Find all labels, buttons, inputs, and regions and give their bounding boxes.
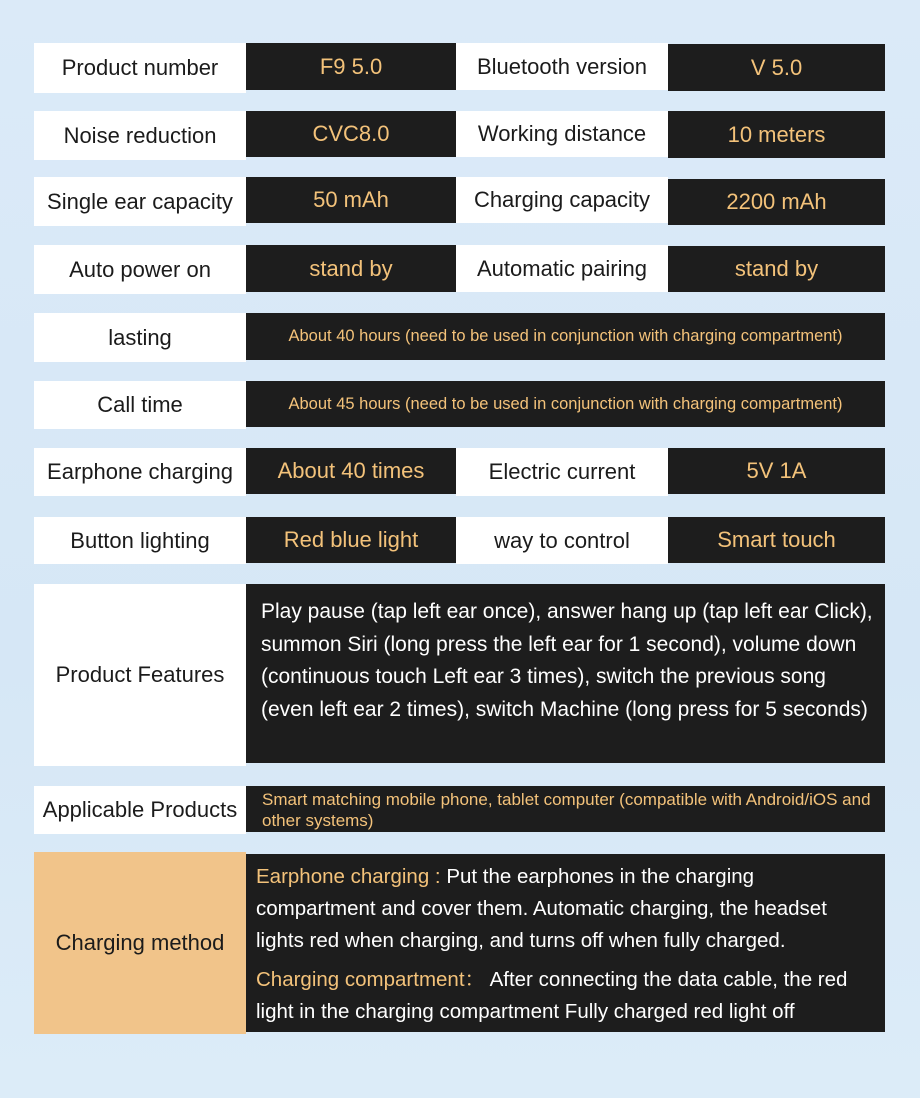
value-working-distance: 10 meters [668,111,885,158]
label-noise-reduction: Noise reduction [34,111,246,160]
value-button-lighting: Red blue light [246,517,456,563]
value-applicable-products: Smart matching mobile phone, tablet computer (compatible with Android/iOS and other systems) [246,786,885,832]
label-automatic-pairing: Automatic pairing [456,245,668,292]
value-noise-reduction: CVC8.0 [246,111,456,157]
value-automatic-pairing: stand by [668,246,885,292]
earphone-charging-heading: Earphone charging : [256,865,441,888]
label-way-to-control: way to control [456,517,668,564]
value-lasting: About 40 hours (need to be used in conjunction with charging compartment) [246,313,885,360]
value-auto-power-on: stand by [246,245,456,292]
value-product-number: F9 5.0 [246,43,456,90]
earphone-charging-text: Put the earphones in the charging compartment and cover them. Automatic charging, the headset lights red when charging, and turns off when fully charged. [256,865,827,952]
value-electric-current: 5V 1A [668,448,885,494]
label-product-features: Product Features [34,584,246,766]
label-charging-method: Charging method [34,852,246,1034]
value-single-ear-capacity: 50 mAh [246,177,456,223]
value-product-features: Play pause (tap left ear once), answer hang up (tap left ear Click), summon Siri (long press the left ear for 1 second), volume down (continuous touch Left ear 3 times), switch the previous song (even left ear 2 times), switch Machine (long press for 5 seconds) [246,584,885,763]
value-earphone-charging: About 40 times [246,448,456,494]
label-product-number: Product number [34,43,246,93]
label-lasting: lasting [34,313,246,362]
label-auto-power-on: Auto power on [34,245,246,294]
charging-compartment-text: After connecting the data cable, the red light in the charging compartment Fully charged red light off [256,968,848,1023]
label-electric-current: Electric current [456,448,668,496]
label-button-lighting: Button lighting [34,517,246,564]
label-bluetooth-version: Bluetooth version [456,43,668,90]
label-working-distance: Working distance [456,111,668,157]
earphone-charging-paragraph [256,861,877,957]
value-call-time: About 45 hours (need to be used in conjunction with charging compartment) [246,381,885,427]
label-applicable-products: Applicable Products [34,786,246,834]
label-single-ear-capacity: Single ear capacity [34,177,246,226]
value-way-to-control: Smart touch [668,517,885,563]
value-charging-capacity: 2200 mAh [668,179,885,225]
label-call-time: Call time [34,381,246,429]
label-charging-capacity: Charging capacity [456,177,668,223]
value-bluetooth-version: V 5.0 [668,44,885,91]
value-charging-method [246,854,885,1032]
label-earphone-charging: Earphone charging [34,448,246,496]
charging-compartment-heading: Charging compartment： [256,968,486,991]
charging-compartment-paragraph [256,964,877,1028]
